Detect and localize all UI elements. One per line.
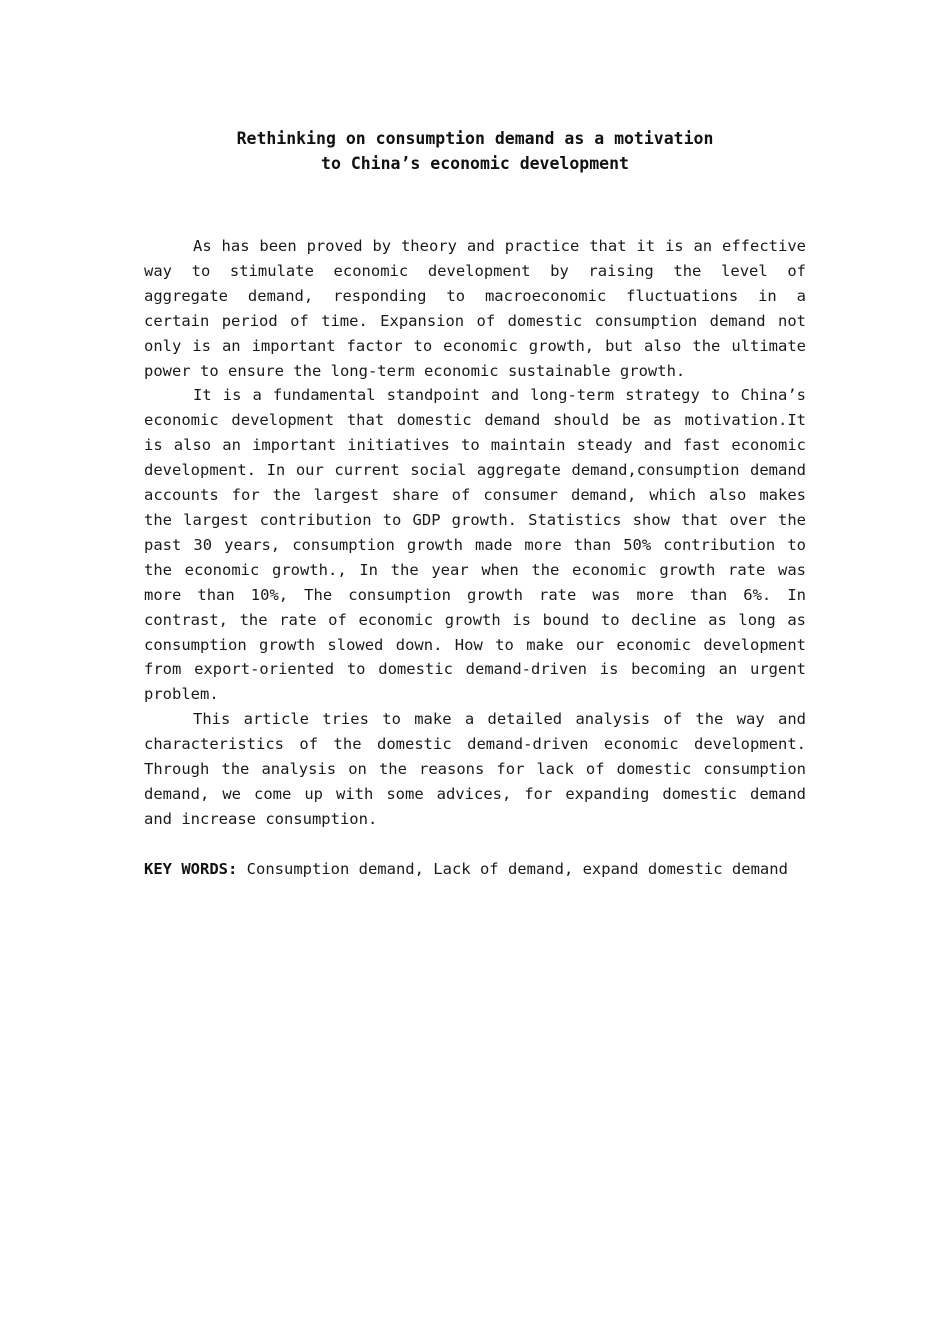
abstract-section [144,234,806,882]
keywords-label: KEY WORDS: [144,859,238,878]
abstract-paragraph-1: As has been proved by theory and practice that it is an effective way to stimulate economic development by raising the level of aggregate demand, responding to macroeconomic fluctuations in a certain period of time. Expansion of domestic consumption demand not only is an important factor to economic growth, but also the ultimate power to ensure the long-term economic sustainable growth. [144,237,806,380]
keywords-line [144,857,806,882]
paper-title [0,126,950,176]
title-line-2: to China’s economic development [321,154,629,173]
abstract-paragraph-3: This article tries to make a detailed analysis of the way and characteristics of the domestic demand-driven economic development. Through the analysis on the reasons for lack of domestic consumption demand, we come up with some advices, for expanding domestic demand and increase consumption. [144,710,806,828]
title-line-1: Rethinking on consumption demand as a motivation [236,129,714,148]
abstract-paragraph-2: It is a fundamental standpoint and long-term strategy to China’s economic development that domestic demand should be as motivation.It is also an important initiatives to maintain steady and fast economic development. In our current social aggregate demand,consumption demand accounts for the largest share of consumer demand, which also makes the largest contribution to GDP growth. Statistics show that over the past 30 years, consumption growth made more than 50% contribution to the economic growth., In the year when the economic growth rate was more than 10%, The consumption growth rate was more than 6%. In contrast, the rate of economic growth is bound to decline as long as consumption growth slowed down. How to make our economic development from export-oriented to domestic demand-driven is becoming an urgent problem. [144,386,806,704]
keywords-value: Consumption demand, Lack of demand, expand domestic demand [237,859,788,878]
